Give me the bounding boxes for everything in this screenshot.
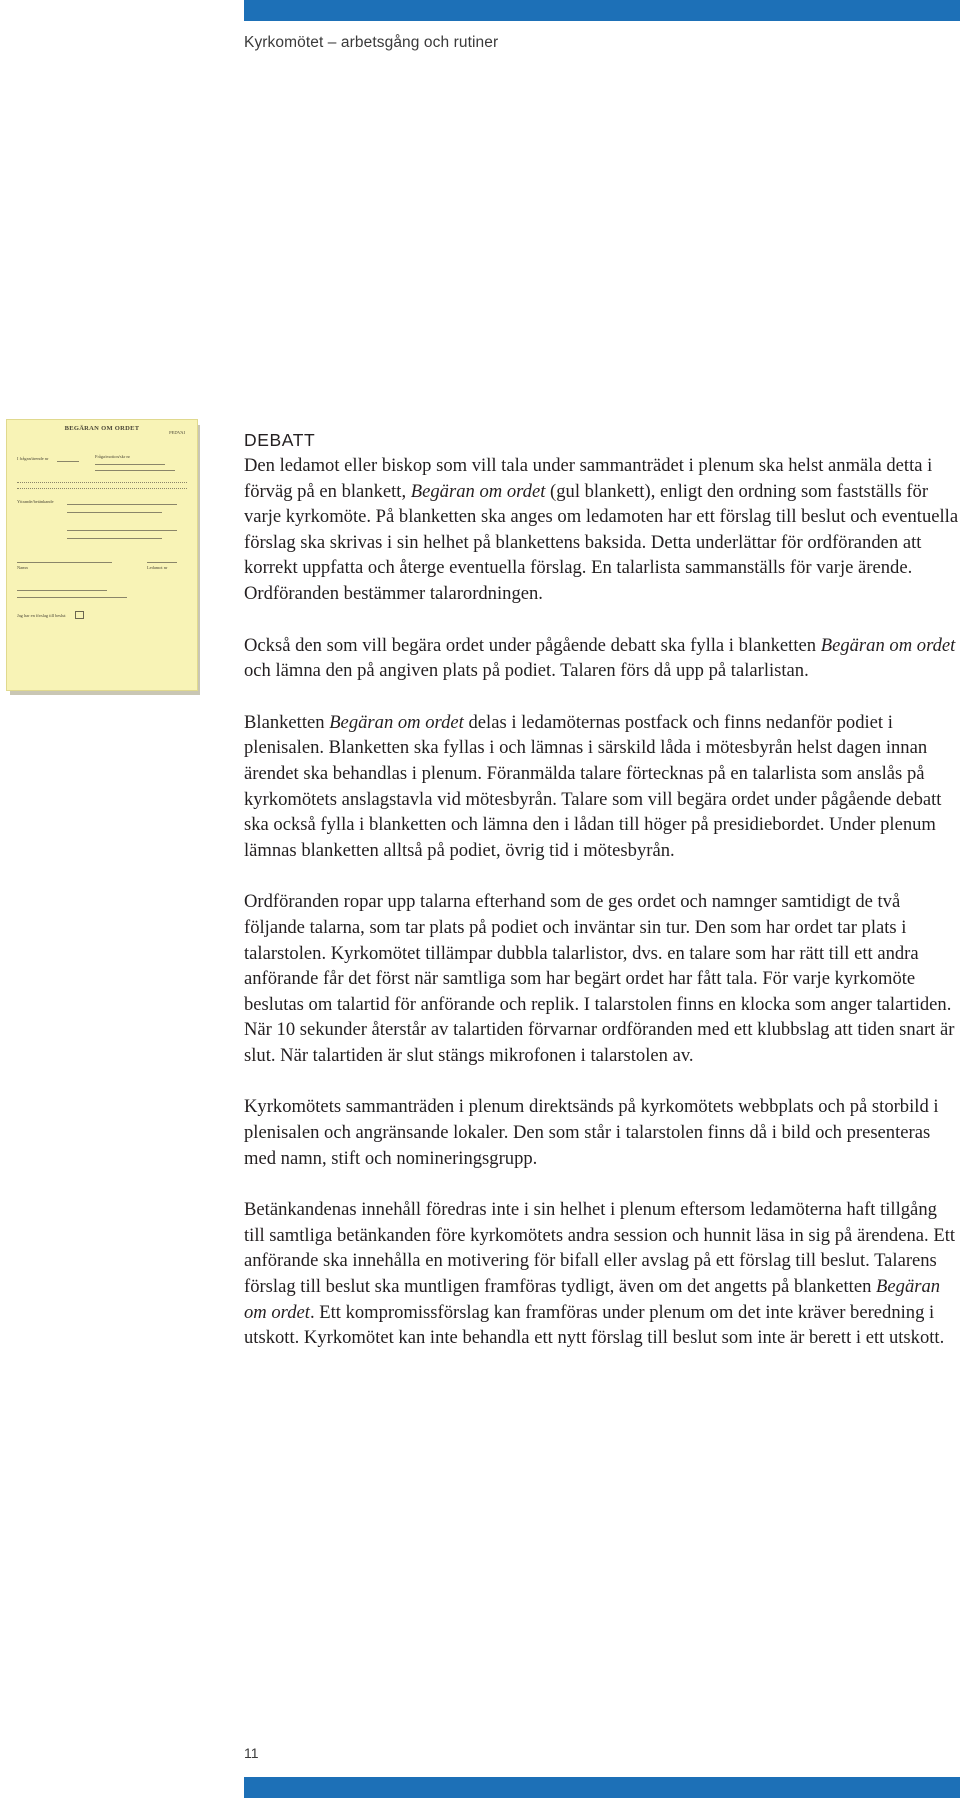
form-row-label: I frågan/ärende nr (17, 456, 49, 461)
debatt-section (244, 428, 960, 1377)
page-number: 11 (244, 1745, 259, 1761)
body-paragraph (244, 1094, 960, 1171)
form-line (67, 504, 177, 505)
body-paragraph (244, 889, 960, 1068)
body-paragraph (244, 633, 960, 684)
paragraph-text: och lämna den på angiven plats på podiet. Talaren förs då upp på talarlistan. (244, 660, 809, 682)
body-paragraph (244, 710, 960, 864)
form-row-label: Fråga/motion/skr nr (95, 454, 130, 459)
paragraph-text: Också den som vill begära ordet under pågående debatt ska fylla i blanketten (244, 634, 821, 656)
form-name-emphasis: Begäran om ordet (329, 711, 464, 733)
form-name-emphasis: Begäran om ordet (244, 1276, 941, 1323)
paragraph-text: Ordföranden ropar upp talarna efterhand som de ges ordet och namnger samtidigt de två följande talarna, som tar plats på podiet och inväntar sin tur. Den som har ordet tar plats i talarstolen. Kyrkomötet tillämpar dubbla talarlistor, dvs. en talare som har rätt till ett andra anförande får det först när samtliga som har begärt ordet har fått tala. För varje kyrkomöte beslutas om talartid för anförande och replik. I talarstolen finns en klocka som anger talartiden. När 10 sekunder återstår av talartiden förvarnar ordföranden med ett klubbslag att tiden snart är slut. När talartiden är slut stängs mikrofonen i talarstolen av. (244, 891, 955, 1066)
body-paragraph (244, 1197, 960, 1351)
form-line (57, 461, 79, 462)
paragraph-text: Betänkandenas innehåll föredras inte i sin helhet i plenum eftersom ledamöterna haft tillgång till samtliga betänkanden före kyrkomötets andra session och hunnit läsa in sig på ärendena. Ett anförande ska innehålla en motivering för bifall eller avslag på ett förslag till beslut. Talarens förslag till beslut ska muntligen framföras tydligt, även om det angetts på blanketten (244, 1199, 956, 1298)
body-paragraph (244, 453, 960, 607)
form-line (95, 470, 175, 471)
form-line (67, 512, 162, 513)
paragraph-text: Blanketten (244, 711, 330, 733)
form-row-label: Yttrande/betänkande (17, 499, 54, 504)
paragraph-text: Den ledamot eller biskop som vill tala under sammanträdet i plenum ska helst anmäla detta i förväg på en blankett, (244, 455, 933, 502)
paragraph-text: delas i ledamöternas postfack och finns nedanför podiet i plenisalen. Blanketten ska fyllas i och lämnas i särskild låda i mötesbyrån helst dagen innan ärendet ska behandlas i plenum. Föranmälda talare förtecknas på en talarlista som anslås på kyrkomötets anslagstavla vid mötesbyrån. Talare som vill begära ordet under pågående debatt ska också fylla i blanketten och lämna den i lådan till höger på presidiebordet. Under plenum lämnas blanketten alltså på podiet, övrig tid i mötesbyrån. (244, 711, 942, 861)
form-row-label: Ledamot nr (147, 565, 168, 570)
form-row-label: Jag har en förslag till beslut (17, 613, 66, 618)
form-line (17, 482, 187, 483)
paragraph-text: Kyrkomötets sammanträden i plenum direktsänds på kyrkomötets webbplats och på storbild i plenisalen och angränsande lokaler. Den som står i talarstolen finns då i bild och presenteras med namn, stift och nomineringsgrupp. (244, 1096, 939, 1169)
form-thumbnail-begaran-om-ordet (6, 419, 198, 691)
bottom-accent-bar (244, 1777, 960, 1798)
form-name-emphasis: Begäran om ordet (820, 634, 956, 656)
paragraph-text: . Ett kompromissförslag kan framföras under plenum om det inte kräver beredning i utskott. Kyrkomötet kan inte behandla ett nytt förslag till beslut som inte är berett i ett utskott. (244, 1301, 945, 1349)
form-row-label: Namn (17, 565, 28, 570)
form-title: BEGÄRAN OM ORDET (64, 425, 140, 432)
form-line (95, 464, 165, 465)
section-heading: DEBATT (244, 430, 316, 450)
top-accent-bar (244, 0, 960, 21)
form-checkbox (75, 611, 84, 619)
form-line (67, 530, 177, 531)
paragraph-text: (gul blankett), enligt den ordning som fastställs för varje kyrkomöte. På blanketten ska anges om ledamoten har ett förslag till beslut och eventuella förslag ska skrivas i sin helhet på blankettens baksida. Detta underlättar för ordföranden att korrekt uppfatta och återge eventuella förslag. En talarlista sammanställs för varje ärende. Ordföranden bestämmer talarordningen. (244, 480, 959, 604)
running-header: Kyrkomötet – arbetsgång och rutiner (244, 34, 499, 51)
form-line (17, 597, 127, 598)
form-line (17, 562, 112, 563)
form-line (17, 488, 187, 489)
form-line (67, 538, 162, 539)
form-line (147, 562, 177, 563)
form-line (17, 590, 107, 591)
form-name-emphasis: Begäran om ordet (410, 480, 546, 502)
section-body (244, 453, 960, 1351)
form-tag: PEDVAI (169, 430, 185, 435)
